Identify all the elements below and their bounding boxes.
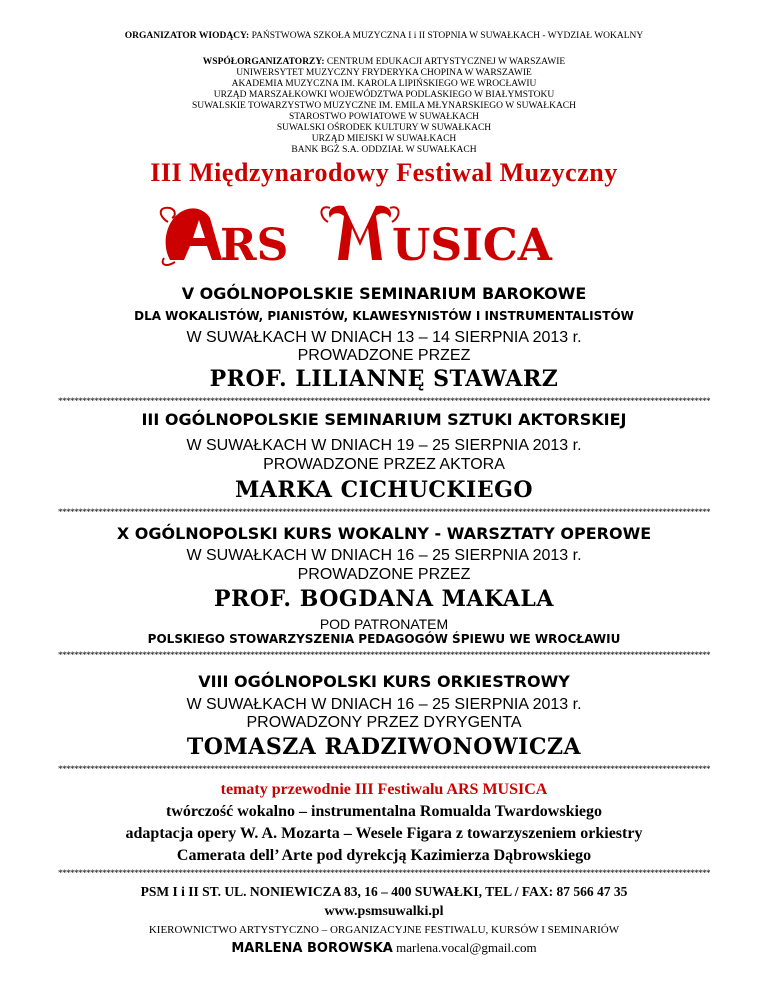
section-led-by: PROWADZONE PRZEZ [297,566,471,583]
section-led-by: PROWADZONE PRZEZ [297,347,471,364]
director-line [0,940,768,956]
star-divider: ******************************************************************************************************************************************************************* [58,650,710,660]
section-dates: W SUWAŁKACH W DNIACH 16 – 25 SIERPNIA 2013 r. [186,547,582,564]
section-person: PROF. BOGDANA MAKALA [214,586,554,612]
star-divider: ******************************************************************************************************************************************************************* [58,764,710,774]
section-dates: W SUWAŁKACH W DNIACH 16 – 25 SIERPNIA 2013 r. [186,696,582,713]
co-organizer-item: CENTRUM EDUKACJI ARTYSTYCZNEJ W WARSZAWIE [326,57,566,67]
festival-title: III Międzynarodowy Festiwal Muzyczny [150,158,618,187]
co-organizers-block [0,57,768,156]
co-organizers-label: WSPÓŁORGANIZATORZY: [202,57,325,67]
section-subtitle: DLA WOKALISTÓW, PIANISTÓW, KLAWESYNISTÓW I INSTRUMENTALISTÓW [134,309,634,323]
theme-line: Camerata dell’ Arte pod dyrekcją Kazimierza Dąbrowskiego [176,847,592,864]
organizer-line [0,31,768,42]
section-led-by: PROWADZONE PRZEZ AKTORA [263,456,505,473]
patronage-label: POD PATRONATEM [319,616,449,632]
logo-ornament-a [161,208,222,265]
patronage-organization: POLSKIEGO STOWARZYSZENIA PEDAGOGÓW ŚPIEWU WE WROCŁAWIU [147,632,621,646]
theme-line: adaptacja opery W. A. Mozarta – Wesele Figara z towarzyszeniem orkiestry [125,825,643,842]
section-dates: W SUWAŁKACH W DNIACH 13 – 14 SIERPNIA 2013 r. [186,329,582,346]
co-organizer-item: STAROSTWO POWIATOWE W SUWAŁKACH [288,112,480,122]
section-title: III OGÓLNOPOLSKIE SEMINARIUM SZTUKI AKTORSKIEJ [141,410,627,429]
organizer-label: ORGANIZATOR WIODĄCY: [124,31,250,41]
logo-word2-rest: USICA [392,220,552,271]
co-organizer-item: BANK BGŻ S.A. ODDZIAŁ W SUWAŁKACH [291,145,477,155]
co-organizer-item: URZĄD MARSZAŁKOWKI WOJEWÓDZTWA PODLASKIEGO W BIAŁYMSTOKU [213,90,555,100]
section-dates: W SUWAŁKACH W DNIACH 19 – 25 SIERPNIA 2013 r. [186,437,582,454]
director-email[interactable]: marlena.vocal@gmail.com [396,940,537,955]
co-organizer-item: SUWALSKIE TOWARZYSTWO MUZYCZNE IM. EMILA MŁYNARSKIEGO W SUWAŁKACH [191,101,577,111]
section-title: V OGÓLNOPOLSKIE SEMINARIUM BAROKOWE [181,284,587,303]
star-divider: ******************************************************************************************************************************************************************* [58,396,710,406]
star-divider: ******************************************************************************************************************************************************************* [58,507,710,517]
section-person: MARKA CICHUCKIEGO [234,477,534,503]
logo-word1-rest: RS [220,220,289,271]
star-divider: ******************************************************************************************************************************************************************* [58,868,710,878]
direction-text: KIEROWNICTWO ARTYSTYCZNO – ORGANIZACYJNE FESTIWALU, KURSÓW I SEMINARIÓW [148,924,620,936]
ars-musica-logo-svg [0,202,768,272]
logo-ornament-m [321,206,398,260]
festival-logo [0,202,768,272]
co-organizer-item: SUWALSKI OŚRODEK KULTURY W SUWAŁKACH [276,123,492,133]
theme-line: twórczość wokalno – instrumentalna Romualda Twardowskiego [165,803,603,820]
co-organizer-item: UNIWERSYTET MUZYCZNY FRYDERYKA CHOPINA W WARSZAWIE [236,68,532,78]
section-led-by: PROWADZONY PRZEZ DYRYGENTA [246,714,522,731]
themes-heading: tematy przewodnie III Festiwalu ARS MUSICA [220,781,548,798]
co-organizer-item: URZĄD MIEJSKI W SUWAŁKACH [311,134,457,144]
section-title: VIII OGÓLNOPOLSKI KURS ORKIESTROWY [198,672,570,691]
website-link[interactable]: www.psmsuwalki.pl [324,904,444,919]
school-address: PSM I i II ST. UL. NONIEWICZA 83, 16 – 400 SUWAŁKI, TEL / FAX: 87 566 47 35 [140,884,628,899]
organizer-text: PAŃSTWOWA SZKOŁA MUZYCZNA I i II STOPNIA W SUWAŁKACH - WYDZIAŁ WOKALNY [251,31,644,41]
director-name: MARLENA BOROWSKA [231,941,393,956]
co-organizer-line [0,57,768,68]
section-person: PROF. LILIANNĘ STAWARZ [209,366,559,392]
section-person: TOMASZA RADZIWONOWICZA [186,734,582,760]
co-organizer-item: AKADEMIA MUZYCZNA IM. KAROLA LIPIŃSKIEGO WE WROCŁAWIU [231,79,537,89]
section-title: X OGÓLNOPOLSKI KURS WOKALNY - WARSZTATY OPEROWE [116,524,652,543]
